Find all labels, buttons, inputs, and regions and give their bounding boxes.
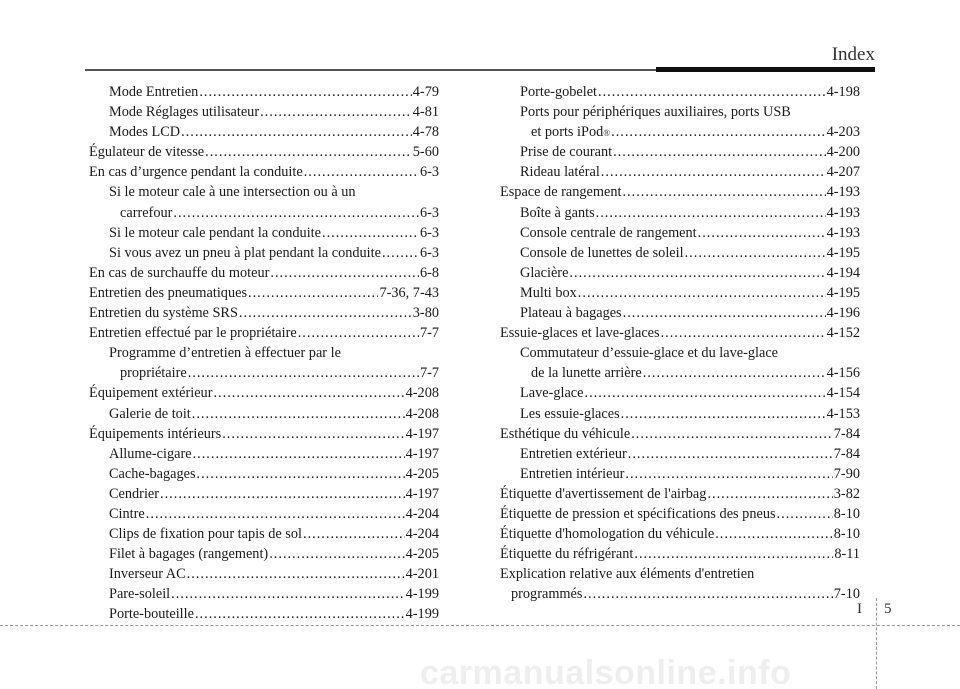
index-entry bbox=[500, 283, 860, 303]
entry-label: programmés bbox=[511, 586, 583, 603]
index-entry bbox=[89, 383, 439, 403]
dot-leader bbox=[193, 444, 405, 464]
entry-label: Porte-gobelet bbox=[520, 84, 598, 100]
entry-label: Allume-cigare bbox=[109, 445, 192, 462]
entry-label: Multi box bbox=[520, 284, 577, 301]
entry-label: Étiquette de pression et spécifications des pneus bbox=[500, 505, 776, 522]
dot-leader bbox=[634, 544, 833, 564]
entry-label: Galerie de toit bbox=[109, 405, 191, 422]
entry-label: Les essuie-glaces bbox=[520, 405, 620, 422]
entry-page: 4-194 bbox=[826, 264, 860, 281]
entry-label: Entretien intérieur bbox=[520, 465, 625, 482]
entry-page: 4-205 bbox=[405, 465, 439, 482]
entry-page: 7-84 bbox=[833, 425, 860, 442]
dot-leader bbox=[197, 464, 405, 484]
entry-page: 4-199 bbox=[405, 586, 439, 603]
entry-page: 4-193 bbox=[826, 204, 860, 221]
entry-label: carrefour bbox=[120, 204, 173, 221]
entry-label: Rideau latéral bbox=[520, 164, 600, 181]
entry-page: 7-7 bbox=[419, 365, 439, 382]
entry-label: Lave-glace bbox=[520, 385, 584, 402]
dot-leader bbox=[304, 162, 419, 182]
index-entry bbox=[500, 323, 860, 343]
dot-leader bbox=[643, 363, 826, 383]
dot-leader bbox=[623, 303, 826, 323]
index-entry bbox=[89, 424, 439, 444]
entry-label: Cache-bagages bbox=[109, 465, 196, 482]
entry-page: 4-193 bbox=[826, 184, 860, 201]
index-entry-multiline bbox=[89, 182, 439, 222]
entry-page: 3-80 bbox=[412, 305, 439, 322]
index-entry bbox=[89, 604, 439, 624]
entry-page: 7-7 bbox=[419, 325, 439, 342]
entry-label: Console centrale de rangement bbox=[520, 224, 697, 241]
dot-leader bbox=[146, 504, 405, 524]
dot-leader bbox=[613, 142, 826, 162]
index-entry bbox=[89, 524, 439, 544]
index-entry bbox=[89, 243, 439, 263]
entry-label: Si le moteur cale pendant la conduite bbox=[109, 224, 321, 241]
dot-leader bbox=[160, 484, 405, 504]
dot-leader bbox=[631, 424, 833, 444]
entry-page: 4-195 bbox=[826, 244, 860, 261]
index-entry bbox=[500, 243, 860, 263]
index-entry bbox=[89, 404, 439, 424]
dot-leader bbox=[598, 82, 826, 102]
entry-label: Entretien effectué par le propriétaire bbox=[89, 325, 297, 342]
dot-leader bbox=[192, 404, 405, 424]
entry-page: 4-208 bbox=[405, 405, 439, 422]
entry-page: 4-204 bbox=[405, 526, 439, 543]
index-entry bbox=[89, 464, 439, 484]
entry-page: 6-3 bbox=[419, 204, 439, 221]
index-entry bbox=[500, 263, 860, 283]
dot-leader bbox=[583, 584, 832, 604]
entry-label: propriétaire bbox=[120, 365, 187, 382]
index-entry bbox=[500, 444, 860, 464]
index-entry bbox=[500, 383, 860, 403]
index-entry bbox=[500, 223, 860, 243]
header-rule-accent bbox=[656, 67, 875, 72]
dot-leader bbox=[625, 464, 832, 484]
entry-page: 8-10 bbox=[833, 526, 860, 543]
dot-leader bbox=[698, 223, 826, 243]
index-column-left bbox=[89, 82, 439, 625]
dot-leader bbox=[199, 82, 411, 102]
dot-leader bbox=[569, 263, 825, 283]
dot-leader bbox=[270, 263, 419, 283]
index-entry bbox=[89, 162, 439, 182]
index-entry bbox=[500, 464, 860, 484]
index-entry bbox=[89, 544, 439, 564]
entry-label: Entretien du système SRS bbox=[89, 305, 238, 322]
dot-leader bbox=[601, 162, 826, 182]
entry-label: Boîte à gants bbox=[520, 204, 595, 221]
entry-page: 4-154 bbox=[826, 385, 860, 402]
entry-label: Filet à bagages (rangement) bbox=[109, 546, 269, 563]
entry-label: Si vous avez un pneu à plat pendant la conduite bbox=[109, 244, 381, 261]
entry-page: 4-197 bbox=[405, 425, 439, 442]
dot-leader bbox=[260, 102, 412, 122]
entry-page: 4-193 bbox=[826, 224, 860, 241]
index-entry bbox=[500, 142, 860, 162]
index-entry-multiline bbox=[500, 343, 860, 383]
entry-label: Pare-soleil bbox=[109, 586, 171, 603]
entry-label: Clips de fixation pour tapis de sol bbox=[109, 526, 302, 543]
dot-leader bbox=[187, 564, 405, 584]
index-entry bbox=[89, 504, 439, 524]
entry-page: 4-197 bbox=[405, 485, 439, 502]
dot-leader bbox=[181, 122, 412, 142]
dot-leader bbox=[382, 243, 419, 263]
entry-page: 6-3 bbox=[419, 224, 439, 241]
index-entry bbox=[120, 203, 439, 223]
entry-label: et ports iPod bbox=[531, 124, 604, 141]
dot-leader bbox=[213, 383, 404, 403]
dot-leader bbox=[195, 604, 405, 624]
dot-leader bbox=[239, 303, 412, 323]
entry-label: Essuie-glaces et lave-glaces bbox=[500, 325, 660, 342]
entry-page: 8-11 bbox=[834, 546, 860, 563]
index-entry bbox=[89, 303, 439, 323]
dot-leader bbox=[611, 122, 826, 142]
dot-leader bbox=[596, 203, 826, 223]
entry-label: Étiquette d'avertissement de l'airbag bbox=[500, 485, 707, 502]
index-entry bbox=[500, 203, 860, 223]
index-entry bbox=[511, 584, 860, 604]
dot-leader bbox=[661, 323, 826, 343]
dot-leader bbox=[777, 504, 833, 524]
entry-label: Cintre bbox=[109, 505, 145, 522]
dot-leader bbox=[248, 283, 378, 303]
entry-label: Entretien extérieur bbox=[520, 445, 627, 462]
index-entry bbox=[89, 584, 439, 604]
footer-page-number: 5 bbox=[884, 601, 892, 617]
dot-leader bbox=[298, 323, 419, 343]
entry-page: 4-207 bbox=[826, 164, 860, 181]
entry-label: Égulateur de vitesse bbox=[89, 144, 205, 161]
index-entry bbox=[89, 102, 439, 122]
entry-label: Modes LCD bbox=[109, 124, 181, 141]
entry-page: 4-197 bbox=[405, 445, 439, 462]
dot-leader bbox=[173, 203, 419, 223]
index-entry bbox=[89, 263, 439, 283]
index-column-right bbox=[500, 82, 860, 604]
entry-label: Mode Entretien bbox=[109, 84, 199, 100]
entry-label: Entretien des pneumatiques bbox=[89, 284, 248, 301]
entry-label: Étiquette du réfrigérant bbox=[500, 546, 634, 563]
entry-page: 6-8 bbox=[419, 264, 439, 281]
entry-page: 4-156 bbox=[826, 365, 860, 382]
entry-label: Inverseur AC bbox=[109, 566, 186, 583]
entry-label: de la lunette arrière bbox=[531, 365, 642, 382]
dot-leader bbox=[578, 283, 826, 303]
entry-page: 4-198 bbox=[826, 84, 860, 100]
entry-page: 8-10 bbox=[833, 505, 860, 522]
entry-page: 4-204 bbox=[405, 505, 439, 522]
entry-label: Équipement extérieur bbox=[89, 385, 213, 402]
index-entry bbox=[500, 82, 860, 102]
entry-page: 7-10 bbox=[833, 586, 860, 603]
entry-page: 4-153 bbox=[826, 405, 860, 422]
entry-label-line1: Ports pour périphériques auxiliaires, ports USB bbox=[520, 104, 791, 121]
entry-label: Prise de courant bbox=[520, 144, 613, 161]
dot-leader bbox=[205, 142, 412, 162]
entry-label-line1: Programme d’entretien à effectuer par le bbox=[109, 345, 341, 362]
index-entry bbox=[500, 303, 860, 323]
entry-page: 4-205 bbox=[405, 546, 439, 563]
index-entry bbox=[500, 504, 860, 524]
watermark: carmanualsonline.info bbox=[420, 654, 792, 689]
entry-label: Console de lunettes de soleil bbox=[520, 244, 684, 261]
entry-label: Étiquette d'homologation du véhicule bbox=[500, 526, 715, 543]
footer-vertical-divider bbox=[876, 598, 877, 689]
entry-page: 6-3 bbox=[419, 164, 439, 181]
dot-leader bbox=[628, 444, 833, 464]
entry-page: 4-81 bbox=[412, 104, 439, 121]
index-entry bbox=[89, 122, 439, 142]
entry-page: 4-199 bbox=[405, 606, 439, 623]
dot-leader bbox=[171, 584, 405, 604]
index-entry-multiline bbox=[89, 343, 439, 383]
index-entry bbox=[89, 444, 439, 464]
entry-page: 6-3 bbox=[419, 244, 439, 261]
index-entry bbox=[89, 142, 439, 162]
dot-leader bbox=[707, 484, 832, 504]
entry-page: 4-208 bbox=[405, 385, 439, 402]
dot-leader bbox=[188, 363, 419, 383]
dot-leader bbox=[685, 243, 826, 263]
entry-label: Espace de rangement bbox=[500, 184, 622, 201]
dot-leader bbox=[303, 524, 405, 544]
footer-section-letter: I bbox=[857, 601, 862, 617]
entry-page: 3-82 bbox=[833, 485, 860, 502]
index-entry bbox=[531, 363, 860, 383]
index-entry bbox=[500, 162, 860, 182]
entry-page: 4-78 bbox=[412, 124, 439, 141]
entry-page: 5-60 bbox=[412, 144, 439, 161]
entry-label: Équipements intérieurs bbox=[89, 425, 222, 442]
dot-leader bbox=[322, 223, 419, 243]
index-entry bbox=[89, 323, 439, 343]
entry-label: Esthétique du véhicule bbox=[500, 425, 631, 442]
index-entry bbox=[500, 544, 860, 564]
index-entry bbox=[89, 82, 439, 102]
index-entry bbox=[120, 363, 439, 383]
entry-page: 7-84 bbox=[833, 445, 860, 462]
dot-leader bbox=[585, 383, 826, 403]
index-entry bbox=[500, 524, 860, 544]
header-title: Index bbox=[831, 44, 875, 65]
entry-label-line1: Si le moteur cale à une intersection ou à un bbox=[109, 184, 356, 201]
entry-label: En cas de surchauffe du moteur bbox=[89, 264, 270, 281]
index-entry-multiline bbox=[500, 564, 860, 604]
index-entry bbox=[500, 182, 860, 202]
entry-label: Cendrier bbox=[109, 485, 160, 502]
entry-page: 4-195 bbox=[826, 284, 860, 301]
index-entry bbox=[500, 404, 860, 424]
entry-page: 4-196 bbox=[826, 305, 860, 322]
dot-leader bbox=[621, 404, 826, 424]
entry-label-line1: Explication relative aux éléments d'entretien bbox=[500, 566, 755, 583]
entry-page: 4-79 bbox=[412, 84, 439, 100]
entry-page: 4-201 bbox=[405, 566, 439, 583]
index-entry bbox=[89, 484, 439, 504]
index-entry bbox=[500, 484, 860, 504]
index-entry bbox=[89, 564, 439, 584]
entry-page: 7-36, 7-43 bbox=[379, 284, 439, 301]
index-entry bbox=[89, 283, 439, 303]
index-entry-multiline bbox=[500, 102, 860, 142]
entry-page: 7-90 bbox=[833, 465, 860, 482]
index-entry: et ports iPod ® ..... 4-203 bbox=[531, 122, 860, 142]
entry-label: Mode Réglages utilisateur bbox=[109, 104, 260, 121]
entry-label: Porte-bouteille bbox=[109, 606, 194, 623]
entry-label-line1: Commutateur d’essuie-glace et du lave-glace bbox=[520, 345, 779, 362]
footer-divider bbox=[0, 625, 960, 626]
dot-leader bbox=[222, 424, 404, 444]
dot-leader bbox=[269, 544, 404, 564]
entry-page: 4-203 bbox=[826, 124, 860, 141]
entry-label: En cas d’urgence pendant la conduite bbox=[89, 164, 303, 181]
dot-leader bbox=[715, 524, 833, 544]
entry-page: 4-200 bbox=[826, 144, 860, 161]
entry-page: 4-152 bbox=[826, 325, 860, 342]
dot-leader bbox=[622, 182, 825, 202]
index-entry bbox=[500, 424, 860, 444]
entry-label: Plateau à bagages bbox=[520, 305, 622, 322]
entry-label: Glacière bbox=[520, 264, 569, 281]
index-entry bbox=[89, 223, 439, 243]
